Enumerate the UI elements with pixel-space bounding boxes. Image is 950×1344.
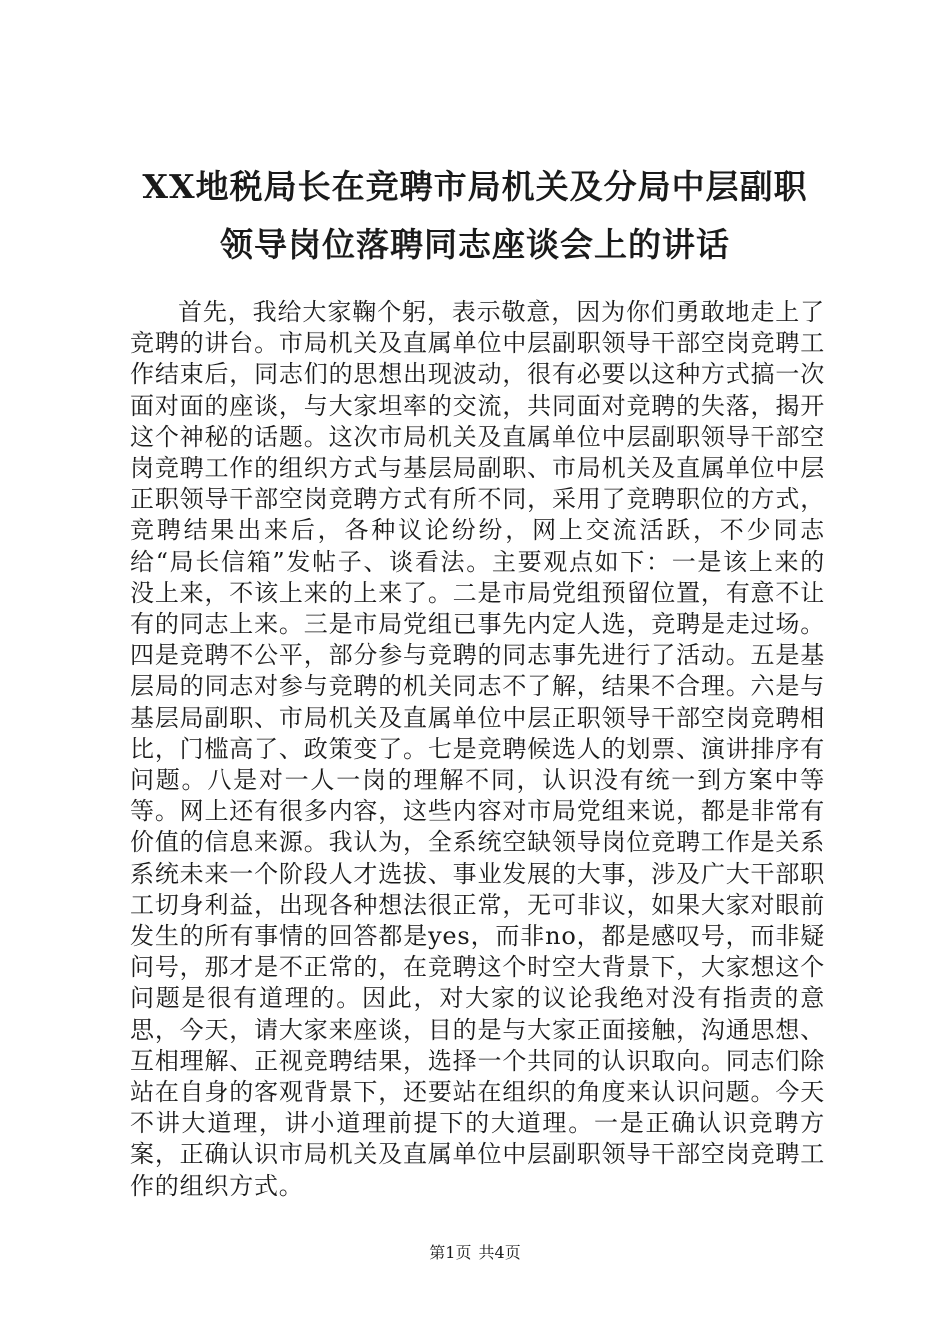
title-line-1: XX地税局长在竞聘市局机关及分局中层副职: [142, 167, 808, 206]
title-line-2: 领导岗位落聘同志座谈会上的讲话: [220, 225, 730, 264]
body-paragraph: 首先，我给大家鞠个躬，表示敬意，因为你们勇敢地走上了竞聘的讲台。市局机关及直属单位中层副职领导干部空岗竞聘工作结束后，同志们的思想出现波动，很有必要以这种方式搞一次面对面的座谈，与大家坦率的交流，共同面对竞聘的失落，揭开这个神秘的话题。这次市局机关及直属单位中层副职领导干部空岗竞聘工作的组织方式与基层局副职、市局机关及直属单位中层正职领导干部空岗竞聘方式有所不同，采用了竞聘职位的方式，竞聘结果出来后，各种议论纷纷，网上交流活跃，不少同志给“局长信箱”发帖子、谈看法。主要观点如下：一是该上来的没上来，不该上来的上来了。二是市局党组预留位置，有意不让有的同志上来。三是市局党组已事先内定人选，竞聘是走过场。四是竞聘不公平，部分参与竞聘的同志事先进行了活动。五是基层局的同志对参与竞聘的机关同志不了解，结果不合理。六是与基层局副职、市局机关及直属单位中层正职领导干部空岗竞聘相比，门槛高了、政策变了。七是竞聘候选人的划票、演讲排序有问题。八是对一人一岗的理解不同，认识没有统一到方案中等等。网上还有很多内容，这些内容对市局党组来说，都是非常有价值的信息来源。我认为，全系统空缺领导岗位竞聘工作是关系系统未来一个阶段人才选拔、事业发展的大事，涉及广大干部职工切身利益，出现各种想法很正常，无可非议，如果大家对眼前发生的所有事情的回答都是yes，而非no，都是感叹号，而非疑问号，那才是不正常的，在竞聘这个时空大背景下，大家想这个问题是很有道理的。因此，对大家的议论我绝对没有指责的意思，今天，请大家来座谈，目的是与大家正面接触，沟通思想、互相理解、正视竞聘结果，选择一个共同的认识取向。同志们除站在自身的客观背景下，还要站在组织的角度来认识问题。今天不讲大道理，讲小道理前提下的大道理。一是正确认识竞聘方案，正确认识市局机关及直属单位中层副职领导干部空岗竞聘工作的组织方式。: [130, 298, 825, 1200]
page-indicator: 第1页 共4页: [429, 1243, 521, 1262]
document-title: [110, 158, 840, 274]
